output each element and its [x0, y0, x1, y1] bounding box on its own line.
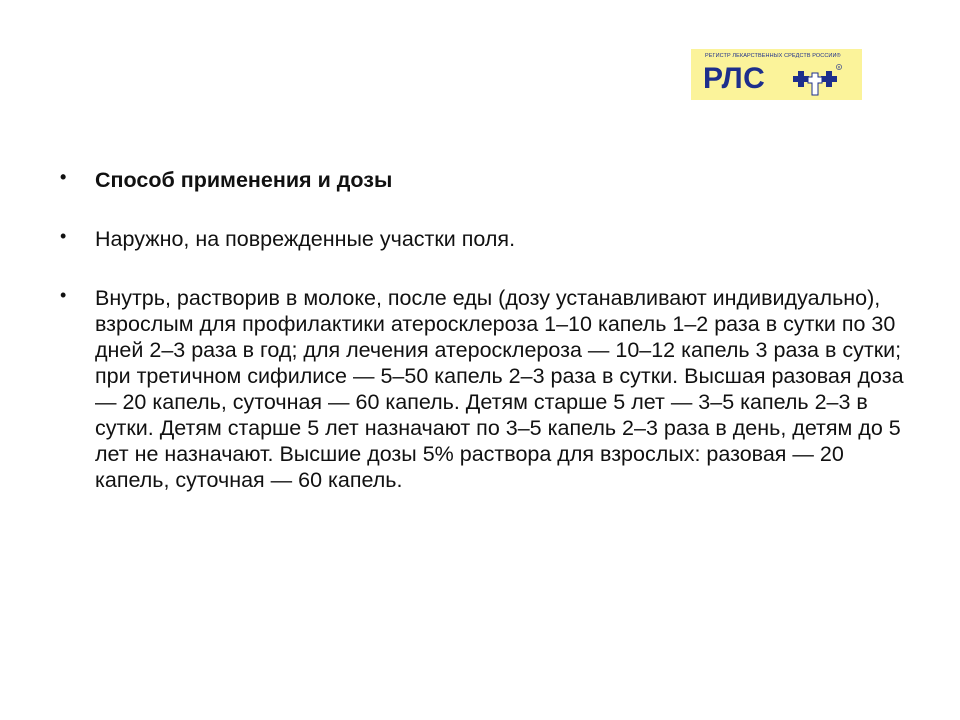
bullet-item — [60, 167, 920, 193]
bullet-item — [60, 285, 910, 493]
bullet-marker: • — [60, 285, 67, 305]
logo-caption: РЕГИСТР ЛЕКАРСТВЕННЫХ СРЕДСТВ РОССИИ® — [705, 53, 841, 59]
crosses-icon — [791, 63, 843, 97]
svg-text:R: R — [837, 65, 841, 70]
bullet-text: Внутрь, растворив в молоке, после еды (дозу устанавливают индивидуально), взрослым для профилактики атеросклероза 1–10 капель 1–2 раза в сутки по 30 дней 2–3 раза в год; для лечения атеросклероза — 10–12 капель 3 раза в сутки; при третичном сифилисе — 5–50 капель 2–3 раза в сутки. Высшая разовая доза — 20 капель, суточная — 60 капель. Детям старше 5 лет — 3–5 капель 2–3 в сутки. Детям старше 5 лет назначают по 3–5 капель 2–3 раза в день, детям до 5 лет не назначают. Высшие дозы 5% раствора для взрослых: разовая — 20 капель, суточная — 60 капель. — [95, 286, 904, 492]
bullet-list — [60, 167, 920, 493]
bullet-text: Способ применения и дозы — [95, 168, 393, 192]
bullet-marker: • — [60, 226, 67, 246]
bullet-item — [60, 226, 920, 252]
bullet-marker: • — [60, 167, 67, 187]
bullet-text: Наружно, на поврежденные участки поля. — [95, 227, 516, 251]
logo-abbreviation: РЛС — [703, 62, 766, 95]
rls-logo — [691, 49, 862, 100]
